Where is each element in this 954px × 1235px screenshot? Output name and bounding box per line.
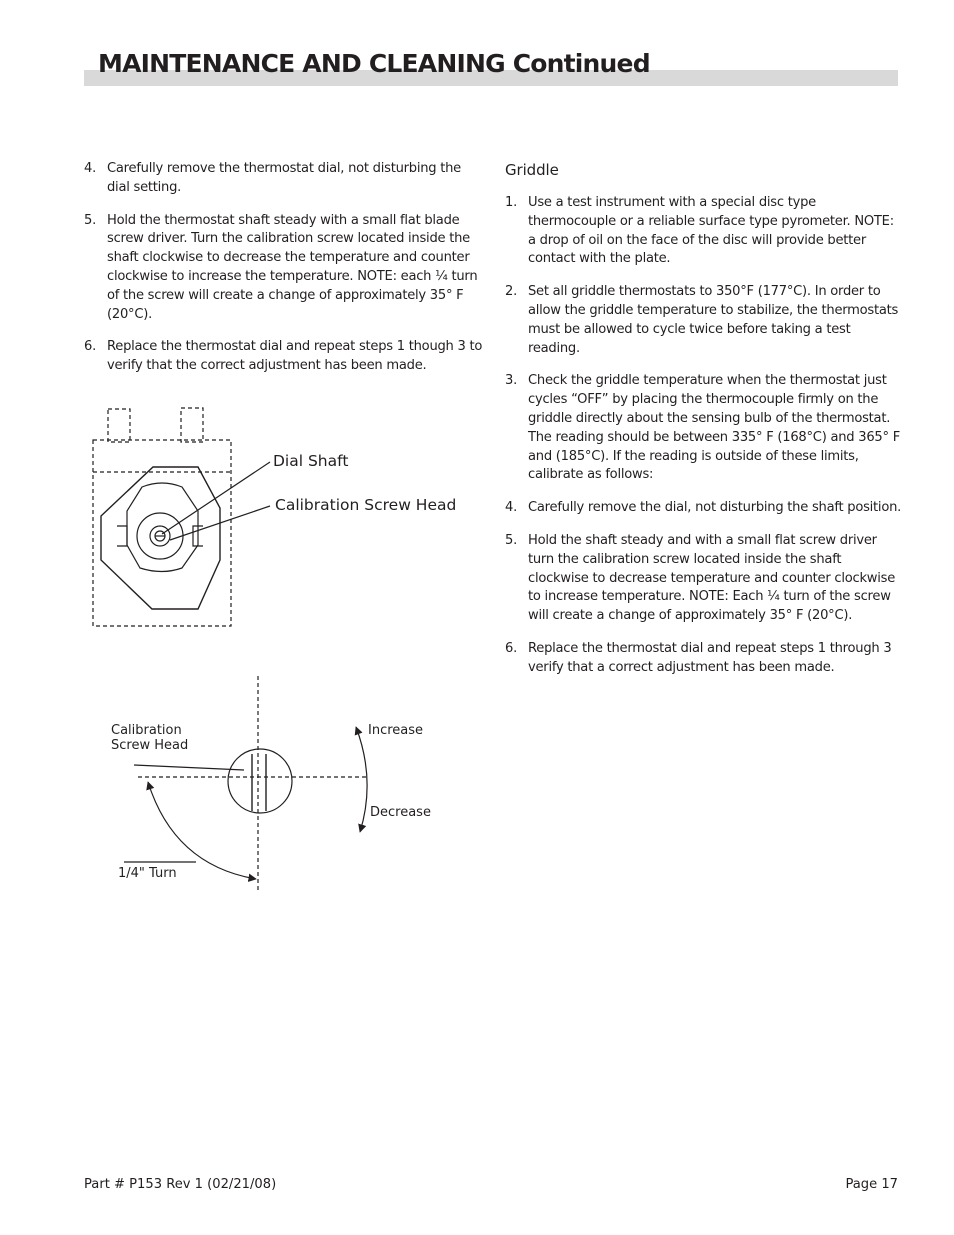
calibration-label-line2: Screw Head xyxy=(111,738,189,753)
footer-page-number: Page 17 xyxy=(845,1177,898,1192)
right-column xyxy=(505,160,905,692)
step-number: 2. xyxy=(505,284,517,300)
decrease-label: Decrease xyxy=(370,805,431,820)
step-number: 4. xyxy=(84,161,96,176)
step-number: 4. xyxy=(505,500,517,516)
section-heading-griddle: Griddle xyxy=(505,161,559,179)
step-text: Hold the shaft steady and with a small flat screw driver turn the calibration screw located inside the shaft clockwise to decrease temperature and counter clockwise to increase temperature. NOTE: Each ¼ turn of the screw will create a change of approximately 35° F (20°C). xyxy=(528,532,896,624)
list-item xyxy=(505,372,905,485)
left-column xyxy=(84,160,484,390)
list-item xyxy=(84,160,484,198)
footer-part-number: Part # P153 Rev 1 (02/21/08) xyxy=(84,1177,277,1192)
list-item xyxy=(505,194,905,269)
list-item xyxy=(505,499,905,518)
step-text: Carefully remove the thermostat dial, not disturbing the dial setting. xyxy=(107,161,461,195)
step-text: Hold the thermostat shaft steady with a small flat blade screw driver. Turn the calibration screw located inside the shaft clockwise to decrease the temperature and counter clockwise to increase the temperature. NOTE: each ¼ turn of the screw will create a change of approximately 35° F (20°C). xyxy=(107,212,478,322)
step-text: Replace the thermostat dial and repeat steps 1 through 3 verify that a correct adjustment has been made. xyxy=(528,640,892,675)
step-text: Carefully remove the dial, not disturbing the shaft position. xyxy=(528,500,902,516)
quarter-turn-label: 1/4" Turn xyxy=(118,866,177,881)
list-item xyxy=(84,338,484,376)
step-text: Set all griddle thermostats to 350°F (177°C). In order to allow the griddle temperature to stabilize, the thermostats must be allowed to cycle twice before taking a test reading. xyxy=(528,284,899,356)
step-number: 1. xyxy=(505,195,517,210)
step-number: 6. xyxy=(84,339,96,355)
calibration-label-line1: Calibration xyxy=(111,723,182,738)
thermostat-dial-drawing xyxy=(84,400,484,640)
list-item xyxy=(505,532,905,626)
step-number: 6. xyxy=(505,640,517,656)
quarter-turn-figure xyxy=(84,670,484,900)
step-text: Use a test instrument with a special disc type thermocouple or a reliable surface type pyrometer. NOTE: a drop of oil on the face of the disc will provide better contact with the plate. xyxy=(528,195,894,267)
list-item xyxy=(505,283,905,358)
calibration-screw-head-label: Calibration Screw Head xyxy=(275,496,457,514)
list-item xyxy=(84,212,484,325)
list-item xyxy=(505,640,905,678)
step-number: 5. xyxy=(84,212,96,228)
step-number: 5. xyxy=(505,532,517,548)
increase-label: Increase xyxy=(368,723,424,738)
left-steps-list xyxy=(84,160,484,376)
griddle-steps-list xyxy=(505,194,905,678)
step-text: Check the griddle temperature when the thermostat just cycles “OFF” by placing the thermocouple firmly on the griddle directly about the sensing bulb of the thermostat. The reading should be between 335° F (168°C) and 365° F and (185°C). If the reading is outside of these limits, calibrate as follows: xyxy=(528,373,900,483)
step-text: Replace the thermostat dial and repeat steps 1 though 3 to verify that the correct adjustment has been made. xyxy=(107,339,483,374)
page-title: MAINTENANCE AND CLEANING Continued xyxy=(98,49,650,78)
thermostat-dial-figure xyxy=(84,400,484,640)
dial-shaft-label: Dial Shaft xyxy=(273,452,349,470)
step-number: 3. xyxy=(505,373,517,389)
